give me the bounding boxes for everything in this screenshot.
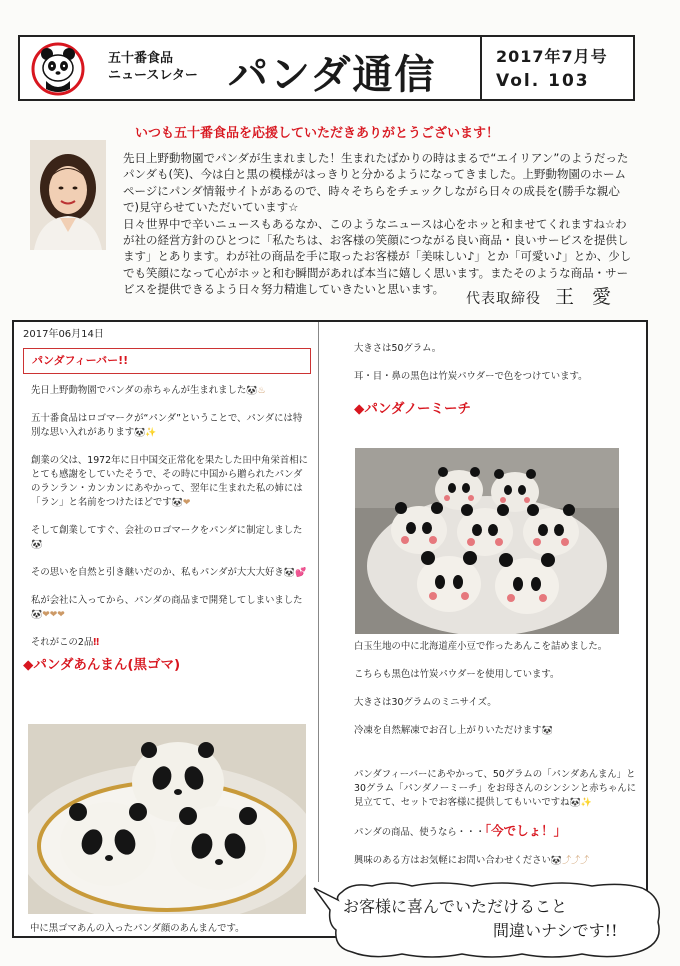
blog-right-text-4: こちらも黒色は竹炭パウダーを使用しています。 <box>354 669 560 680</box>
blog-right-text-1: 大きさは50グラム。 <box>354 343 442 354</box>
blog-right-lower <box>354 640 639 868</box>
greeting-paragraph-2: 日々世界中で辛いニュースもあるなか、このようなニュースは心をホッと和ませてくれますね☆わが社の経営方針のひとつに「私たちは、お客様の笑顔につながる良い商品・良いサービスを提供します」とあります。わが社の商品を手に取ったお客様が「美味しい♪」とか「可愛い♪」とか、少しでも笑顔になって心がホッと和む瞬間があれば本当に嬉しく思います。またそのような商品・サービスを提供できるよう日々努力精進していきたいと思います。 <box>123 216 632 297</box>
signature <box>466 282 617 309</box>
panda-emoji-icon: 🐼♨ <box>246 386 266 396</box>
blog-right-column <box>354 342 639 416</box>
blog-paragraph <box>31 384 311 398</box>
blog-text-5: その思いを自然と引き継いだのか、私もパンダが大大大好き <box>31 567 284 578</box>
company-line-2: ニュースレター <box>108 68 198 83</box>
blog-right-text-7: パンダフィーバーにあやかって、50グラムの「パンダあんまん」と30グラム「パンダノーミーチ」をお母さんのシンシンと赤ちゃんに見立てて、セットでお客様に提供してもいいですね <box>354 769 637 808</box>
blog-right-text-9: 興味のある方はお気軽にお問い合わせください <box>354 855 551 866</box>
anman-photo <box>28 724 306 914</box>
header-divider <box>480 37 482 99</box>
blog-right-text-2: 耳・目・鼻の黒色は竹炭パウダーで色をつけています。 <box>354 371 588 382</box>
product-heading-nomichi: ◆パンダノーミーチ <box>354 401 472 417</box>
sparkle-emoji-icon: 🐼✨ <box>134 428 157 438</box>
blog-text-6: 私が会社に入ってから、パンダの商品まで開発してしまいました <box>31 595 303 606</box>
greeting-headline: いつも五十番食品を応援していただきありがとうございます！ <box>135 126 500 141</box>
blog-paragraph <box>31 636 311 650</box>
exclamation-emoji-icon: ‼ <box>93 637 100 648</box>
blog-right-text-8: パンダの商品、使うなら・・・ <box>354 827 485 838</box>
issue-info <box>496 45 608 93</box>
panda-emoji-icon: 🐼 <box>31 540 43 550</box>
newsletter-header <box>18 35 635 101</box>
heart-emoji-icon: 🐼❤❤❤ <box>31 610 65 620</box>
sparkle-emoji-icon: 🐼✨ <box>569 798 592 808</box>
arrow-emoji-icon: 🐼⤴⤴⤴ <box>550 856 590 866</box>
company-line-1: 五十番食品 <box>108 51 174 66</box>
anman-caption: 中に黒ゴマあんの入ったパンダ顔のあんまんです。 <box>30 923 245 934</box>
bubble-line-2: 間違いナシです!! <box>493 921 618 940</box>
heart-emoji-icon: 🐼❤ <box>171 498 191 508</box>
greeting-paragraph-1: 先日上野動物園でパンダが生まれました！生まれたばかりの時はまるで“エイリアン”のようだったパンダも(笑)、今は白と黒の模様がはっきりと分かるようになってきました。上野動物園のホームページにパンダ情報サイトがあるので、時々そちらをチェックしながら日々の成長を(勝手な親心で)見守らせていただいています☆ <box>123 151 629 215</box>
nomichi-photo <box>355 448 619 634</box>
issue-volume: Vol. 103 <box>496 71 590 91</box>
ima-desho-text: 「今でしょ！」 <box>484 823 567 838</box>
blog-right-paragraph <box>354 724 639 738</box>
signature-name: 王 愛 <box>555 286 618 308</box>
company-name <box>108 50 198 84</box>
issue-month: 2017年7月号 <box>496 47 608 66</box>
blog-right-text-6: 冷凍を自然解凍でお召し上がりいただけます <box>354 725 542 736</box>
blog-right-paragraph <box>354 854 639 868</box>
blog-paragraph <box>31 566 311 580</box>
blog-text-4: そして創業してすぐ、会社のロゴマークをパンダに制定しました <box>31 525 303 536</box>
president-portrait <box>30 140 106 250</box>
blog-right-paragraph <box>354 768 639 810</box>
column-divider <box>318 322 319 882</box>
section-title-box <box>23 348 311 374</box>
blog-left-column <box>23 328 311 672</box>
bubble-line-1: お客様に喜んでいただけること <box>343 897 568 916</box>
blog-paragraph <box>31 412 311 440</box>
signature-title: 代表取締役 <box>466 291 541 307</box>
newsletter-title: パンダ通信 <box>228 52 437 98</box>
heart-emoji-icon: 🐼💕 <box>283 568 307 578</box>
panda-logo <box>20 37 92 99</box>
post-date: 2017年06月14日 <box>23 329 104 340</box>
product-heading-anman: ◆パンダあんまん(黒ゴマ) <box>23 657 181 673</box>
blog-article <box>12 320 648 938</box>
blog-text-2: 五十番食品はロゴマークが“パンダ”ということで、パンダには特別な思い入れがあります <box>31 413 303 438</box>
blog-text-3: 創業の父は、1972年に日中国交正常化を果たした田中角栄首相にとても感謝をしていたそうで、その時に中国から贈られたパンダのランラン・カンカンにあやかって、翌年に生まれた私の姉には「ラン」と名前をつけたほどです <box>31 455 308 508</box>
blog-right-text-3: 白玉生地の中に北海道産小豆で作ったあんこを詰めました。 <box>354 641 608 652</box>
bubble-text <box>343 895 618 943</box>
panda-emoji-icon: 🐼 <box>541 726 553 736</box>
blog-right-paragraph <box>354 824 639 840</box>
greeting-body <box>123 150 633 298</box>
section-title: パンダフィーバー!! <box>32 354 129 367</box>
blog-right-text-5: 大きさは30グラムのミニサイズ。 <box>354 697 497 708</box>
blog-paragraph <box>31 524 311 552</box>
blog-paragraph <box>31 454 311 510</box>
blog-text-1: 先日上野動物園でパンダの赤ちゃんが生まれました <box>31 385 247 396</box>
blog-text-7: それがこの2品 <box>31 637 94 648</box>
blog-paragraph <box>31 594 311 622</box>
